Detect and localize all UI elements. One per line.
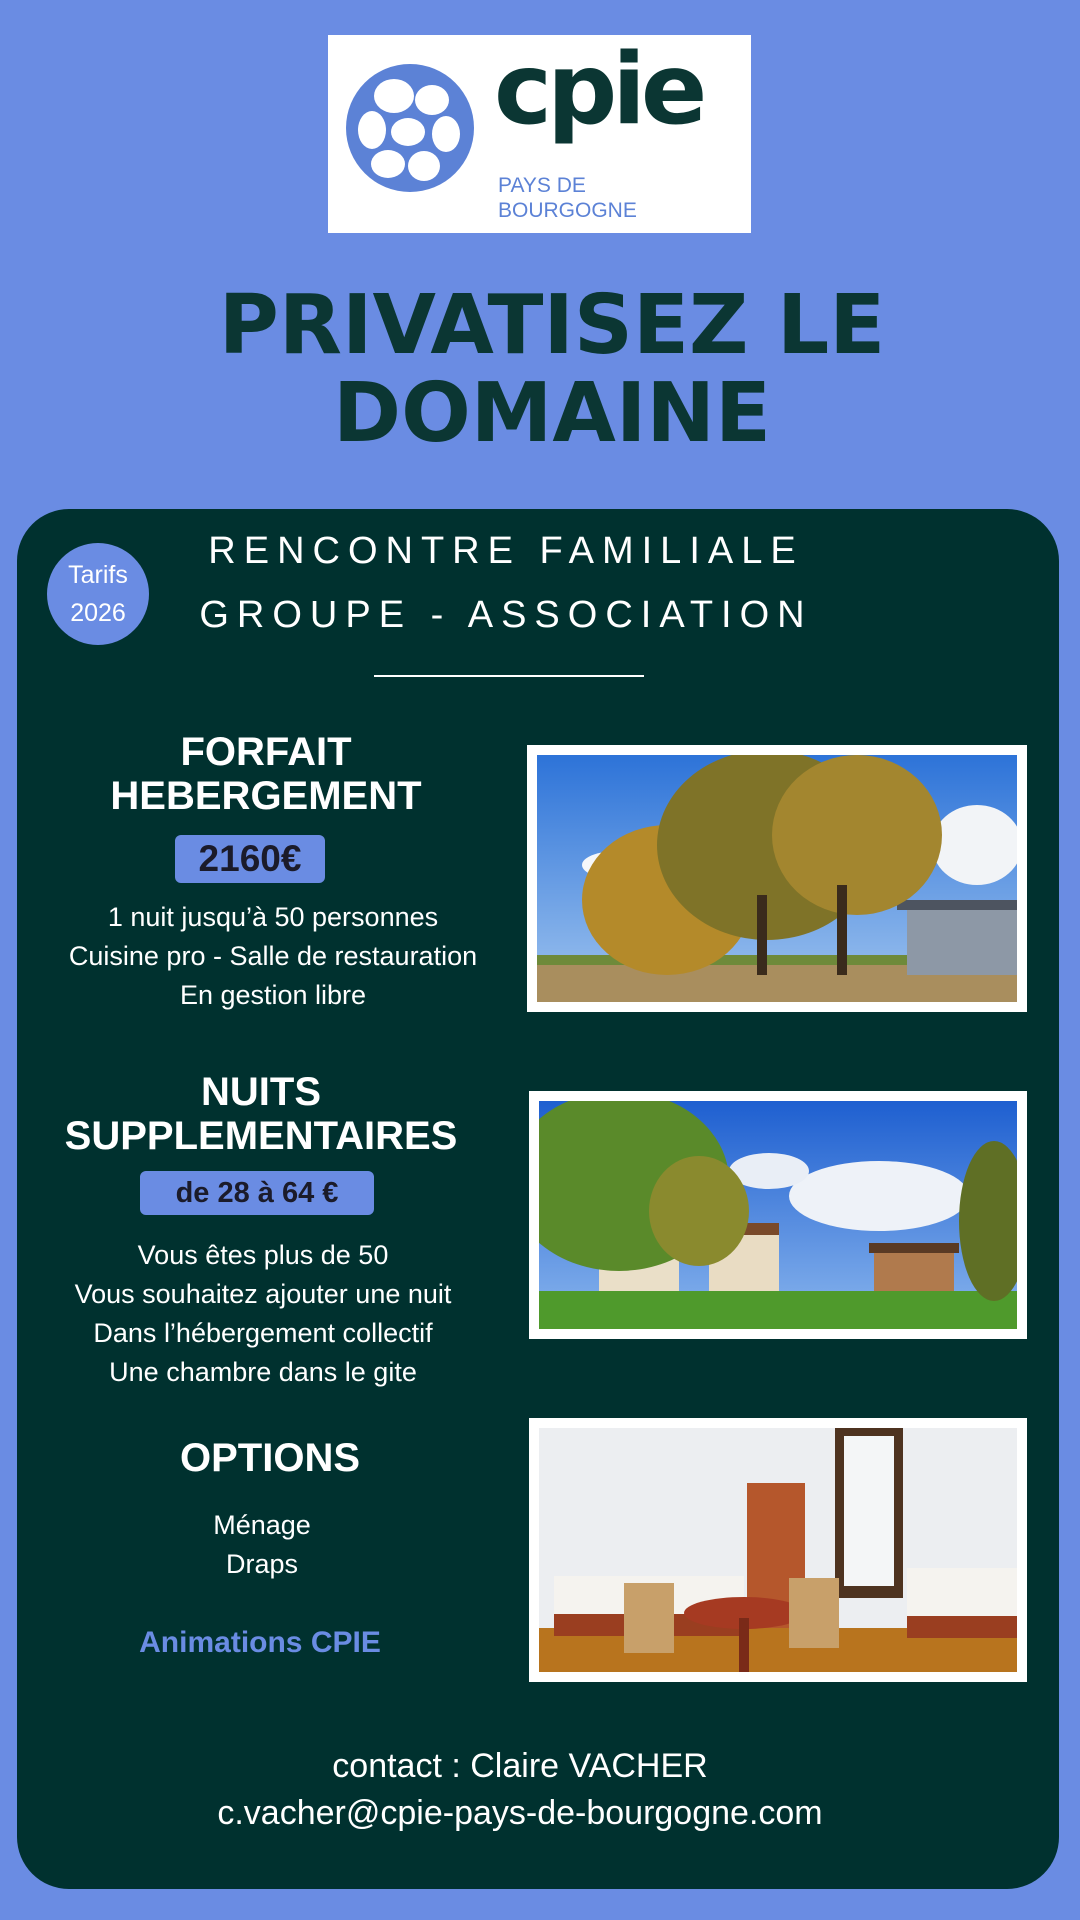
divider bbox=[374, 675, 644, 677]
section-details-options bbox=[62, 1506, 462, 1584]
section-title-line: OPTIONS bbox=[179, 1436, 361, 1480]
section-title-options bbox=[70, 1436, 470, 1480]
page-title-line: DOMAINE bbox=[333, 366, 771, 461]
price-badge-nuits: de 28 à 64 € bbox=[140, 1171, 374, 1215]
detail-line: Ménage bbox=[213, 1510, 311, 1540]
subtitle-line: RENCONTRE FAMILIALE bbox=[208, 530, 804, 572]
cpie-logo bbox=[328, 35, 751, 233]
photo-buildings bbox=[529, 1091, 1027, 1339]
logo-subtitle-line: PAYS DE bbox=[498, 174, 586, 197]
contact-name: contact : Claire VACHER bbox=[332, 1747, 708, 1785]
logo-wordmark: cpie bbox=[494, 33, 703, 147]
subtitle-line: GROUPE - ASSOCIATION bbox=[199, 594, 813, 636]
logo-subtitle bbox=[498, 173, 637, 223]
section-title-line: SUPPLEMENTAIRES bbox=[64, 1114, 458, 1158]
section-title-line: FORFAIT bbox=[180, 730, 352, 774]
section-details-forfait bbox=[40, 898, 506, 1015]
detail-line: 1 nuit jusqu’à 50 personnes bbox=[107, 902, 439, 932]
detail-line: En gestion libre bbox=[179, 980, 367, 1010]
photo-bedroom bbox=[529, 1418, 1027, 1682]
page-title-line: PRIVATISEZ LE bbox=[218, 278, 886, 373]
detail-line: Draps bbox=[225, 1549, 299, 1579]
section-title-forfait bbox=[60, 730, 472, 818]
bedroom-photo-icon bbox=[539, 1428, 1017, 1672]
detail-line: Cuisine pro - Salle de restauration bbox=[68, 941, 478, 971]
section-details-nuits bbox=[30, 1236, 496, 1392]
section-title-line: NUITS bbox=[201, 1070, 321, 1114]
badge-line: Tarifs bbox=[68, 561, 128, 589]
animations-highlight: Animations CPIE bbox=[139, 1626, 381, 1659]
detail-line: Une chambre dans le gite bbox=[109, 1357, 417, 1387]
page-title bbox=[0, 278, 1080, 461]
price-badge-forfait: 2160€ bbox=[175, 835, 325, 883]
detail-line: Vous souhaitez ajouter une nuit bbox=[74, 1279, 452, 1309]
trees-building-photo-icon bbox=[537, 755, 1017, 1002]
photo-trees bbox=[527, 745, 1027, 1012]
section-title-nuits bbox=[40, 1070, 482, 1158]
detail-line: Dans l’hébergement collectif bbox=[93, 1318, 433, 1348]
logo-subtitle-line: BOURGOGNE bbox=[498, 199, 637, 222]
detail-line: Vous êtes plus de 50 bbox=[137, 1240, 389, 1270]
badge-line: 2026 bbox=[70, 599, 126, 627]
buildings-photo-icon bbox=[539, 1101, 1017, 1329]
section-title-line: HEBERGEMENT bbox=[110, 774, 422, 818]
cpie-logo-mark-icon bbox=[342, 60, 478, 196]
contact-email-link[interactable]: c.vacher@cpie-pays-de-bourgogne.com bbox=[217, 1794, 823, 1832]
